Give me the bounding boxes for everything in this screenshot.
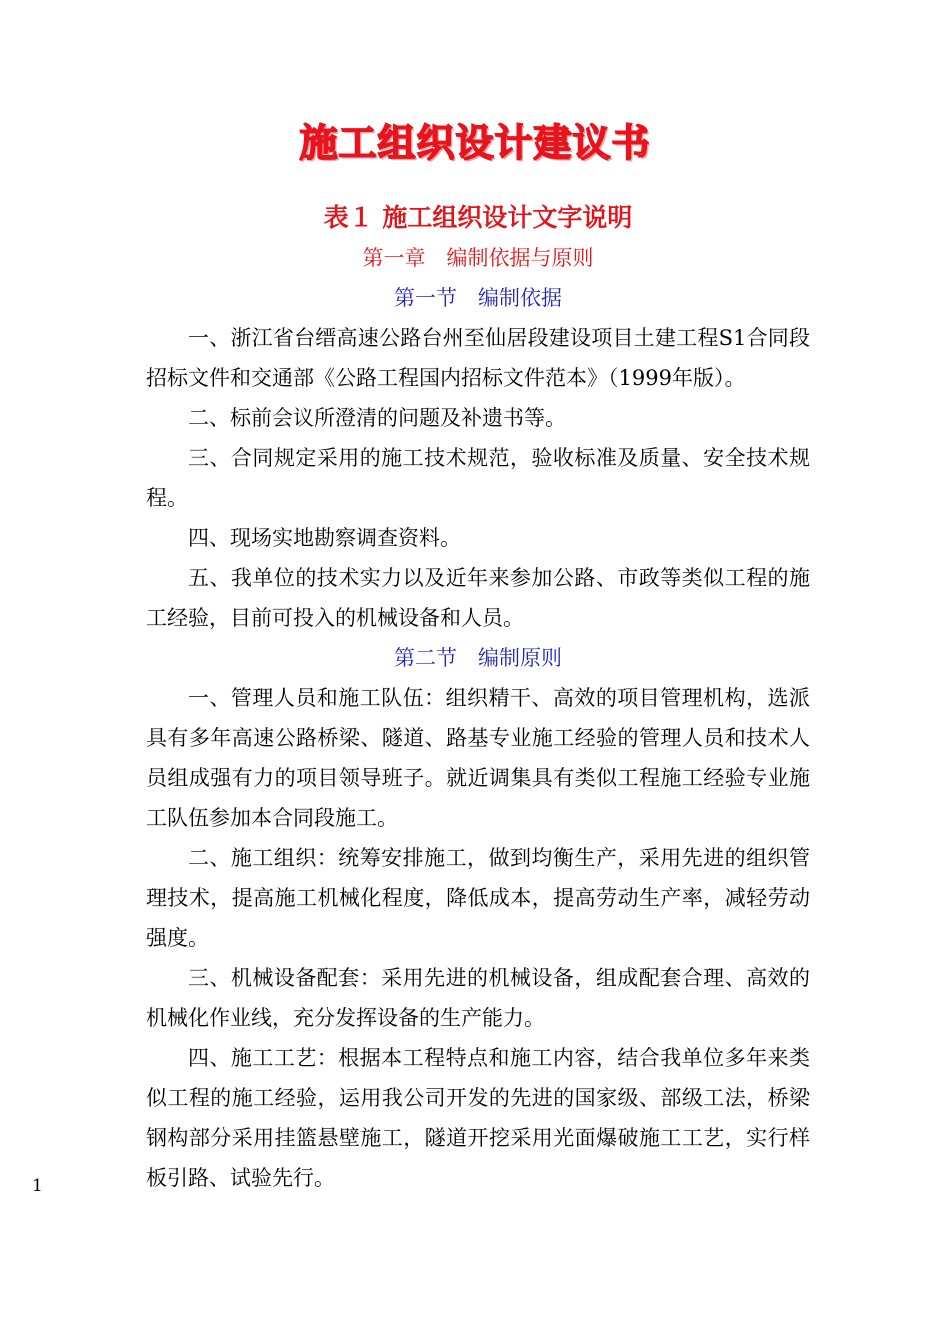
document-title: 施工组织设计建议书 xyxy=(299,120,651,165)
paragraph: 四、施工工艺：根据本工程特点和施工内容，结合我单位多年来类似工程的施工经验，运用我公司开发的先进的国家级、部级工法，桥梁钢构部分采用挂篮悬壁施工，隧道开挖采用光面爆破施工工艺，实行样板引路、试验先行。 xyxy=(146,1046,810,1190)
paragraph: 一、浙江省台缙高速公路台州至仙居段建设项目土建工程S1合同段招标文件和交通部《公路工程国内招标文件范本》（1999年版）。 xyxy=(146,326,810,390)
paragraph: 三、合同规定采用的施工技术规范，验收标准及质量、安全技术规程。 xyxy=(146,446,810,510)
paragraph: 五、我单位的技术实力以及近年来参加公路、市政等类似工程的施工经验，目前可投入的机械设备和人员。 xyxy=(146,566,810,630)
paragraph: 一、管理人员和施工队伍：组织精干、高效的项目管理机构，选派具有多年高速公路桥梁、隧道、路基专业施工经验的管理人员和技术人员组成强有力的项目领导班子。就近调集具有类似工程施工经验专业施工队伍参加本合同段施工。 xyxy=(146,686,810,830)
table-title: 表１ 施工组织设计文字说明 xyxy=(323,203,633,232)
chapter-heading: 第一章 编制依据与原则 xyxy=(362,246,594,270)
paragraph: 三、机械设备配套：采用先进的机械设备，组成配套合理、高效的机械化作业线，充分发挥设备的生产能力。 xyxy=(146,966,810,1030)
document-body xyxy=(146,198,810,1198)
paragraph: 二、标前会议所澄清的问题及补遗书等。 xyxy=(188,406,566,430)
page-number: 1 xyxy=(32,1176,43,1196)
paragraph: 二、施工组织：统筹安排施工，做到均衡生产，采用先进的组织管理技术，提高施工机械化程度，降低成本，提高劳动生产率，减轻劳动强度。 xyxy=(146,846,810,950)
section-heading-basis: 第一节 编制依据 xyxy=(394,286,562,310)
section-heading-principles: 第二节 编制原则 xyxy=(394,646,562,670)
paragraph: 四、现场实地勘察调查资料。 xyxy=(188,526,461,550)
